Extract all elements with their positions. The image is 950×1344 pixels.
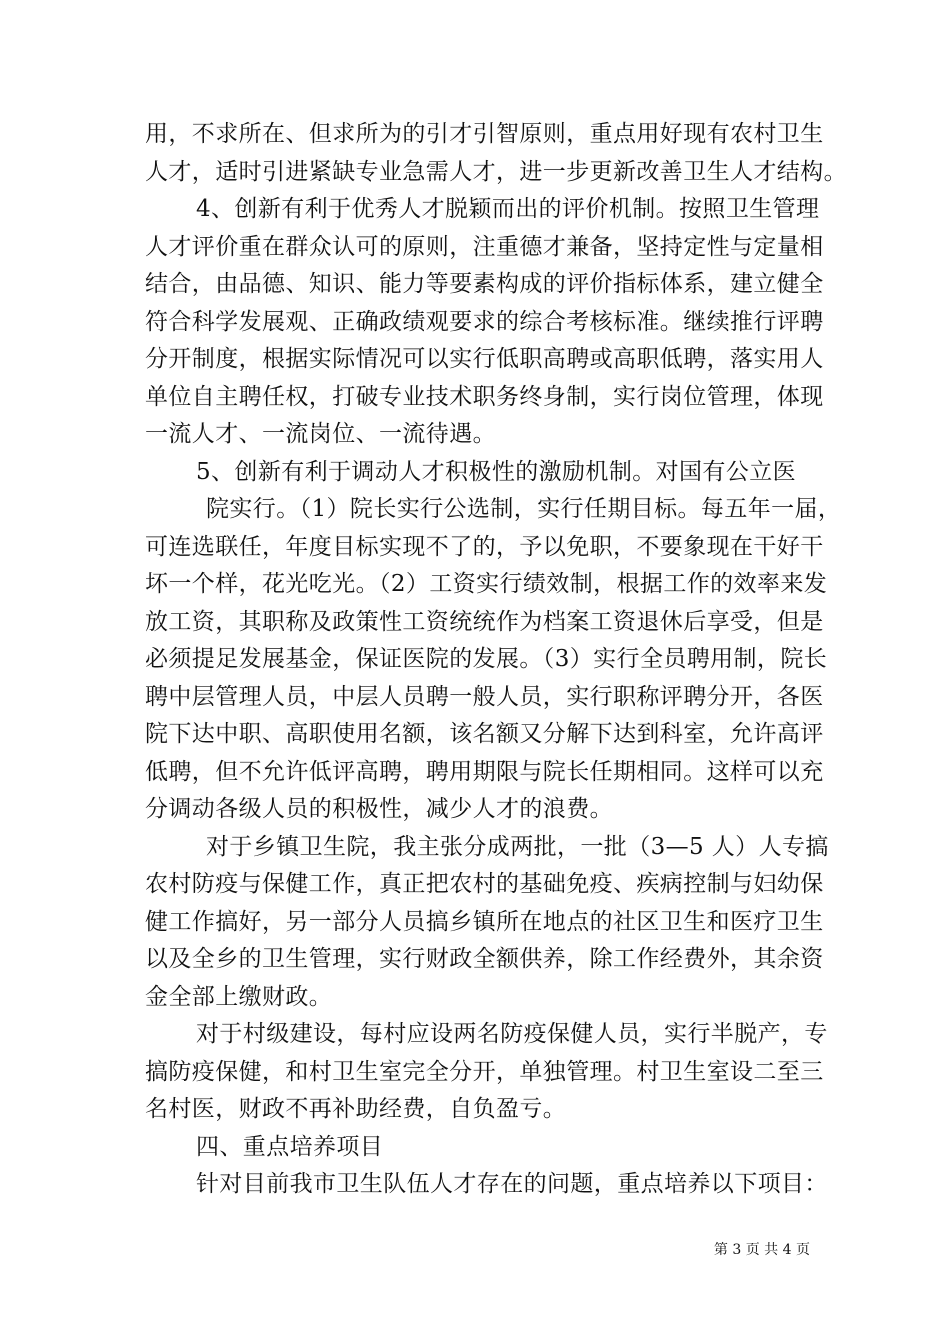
text-line-1: 用，不求所在、但求所为的引才引智原则，重点用好现有农村卫生 (145, 121, 824, 147)
text-line-2: 人才，适时引进紧缺专业急需人才，进一步更新改善卫生人才结构。 (145, 159, 847, 185)
page-number: 第 3 页 共 4 页 (713, 1242, 810, 1258)
text-line-12: 可连选联任，年度目标实现不了的，予以免职，不要象现在干好干 (145, 534, 824, 560)
text-line-20: 对于乡镇卫生院，我主张分成两批，一批（3—5 人）人专搞 (206, 834, 829, 860)
text-line-26: 搞防疫保健，和村卫生室完全分开，单独管理。村卫生室设二至三 (145, 1059, 824, 1085)
text-line-4: 人才评价重在群众认可的原则，注重德才兼备，坚持定性与定量相 (145, 234, 824, 260)
text-line-23: 以及全乡的卫生管理，实行财政全额供养，除工作经费外，其余资 (145, 946, 824, 972)
text-line-11: 院实行。（1）院长实行公选制，实行任期目标。每五年一届， (206, 496, 842, 522)
text-line-18: 低聘，但不允许低评高聘，聘用期限与院长任期相同。这样可以充 (145, 759, 824, 785)
text-line-17: 院下达中职、高职使用名额，该名额又分解下达到科室，允许高评 (145, 721, 824, 747)
text-line-21: 农村防疫与保健工作，真正把农村的基础免疫、疾病控制与妇幼保 (145, 871, 824, 897)
text-line-29: 针对目前我市卫生队伍人才存在的问题，重点培养以下项目： (196, 1171, 828, 1197)
text-line-15: 必须提足发展基金，保证医院的发展。（3）实行全员聘用制，院长 (145, 646, 828, 672)
text-line-6: 符合科学发展观、正确政绩观要求的综合考核标准。继续推行评聘 (145, 309, 824, 335)
text-line-8: 单位自主聘任权，打破专业技术职务终身制，实行岗位管理，体现 (145, 384, 824, 410)
text-line-24: 金全部上缴财政。 (145, 984, 333, 1010)
text-line-10: 5、创新有利于调动人才积极性的激励机制。对国有公立医 (196, 459, 797, 485)
text-line-14: 放工资，其职称及政策性工资统统作为档案工资退休后享受，但是 (145, 609, 824, 635)
text-line-19: 分调动各级人员的积极性，减少人才的浪费。 (145, 796, 613, 822)
section-heading: 四、重点培养项目 (196, 1134, 384, 1160)
text-line-25: 对于村级建设，每村应设两名防疫保健人员，实行半脱产，专 (196, 1021, 828, 1047)
text-line-3: 4、创新有利于优秀人才脱颖而出的评价机制。按照卫生管理 (196, 196, 820, 222)
text-line-13: 坏一个样，花光吃光。（2）工资实行绩效制，根据工作的效率来发 (145, 571, 828, 597)
text-line-7: 分开制度，根据实际情况可以实行低职高聘或高职低聘，落实用人 (145, 346, 824, 372)
text-line-9: 一流人才、一流岗位、一流待遇。 (145, 421, 496, 447)
text-line-27: 名村医，财政不再补助经费，自负盈亏。 (145, 1096, 567, 1122)
text-line-22: 健工作搞好，另一部分人员搞乡镇所在地点的社区卫生和医疗卫生 (145, 909, 824, 935)
text-line-16: 聘中层管理人员，中层人员聘一般人员，实行职称评聘分开，各医 (145, 684, 824, 710)
text-line-5: 结合，由品德、知识、能力等要素构成的评价指标体系，建立健全 (145, 271, 824, 297)
